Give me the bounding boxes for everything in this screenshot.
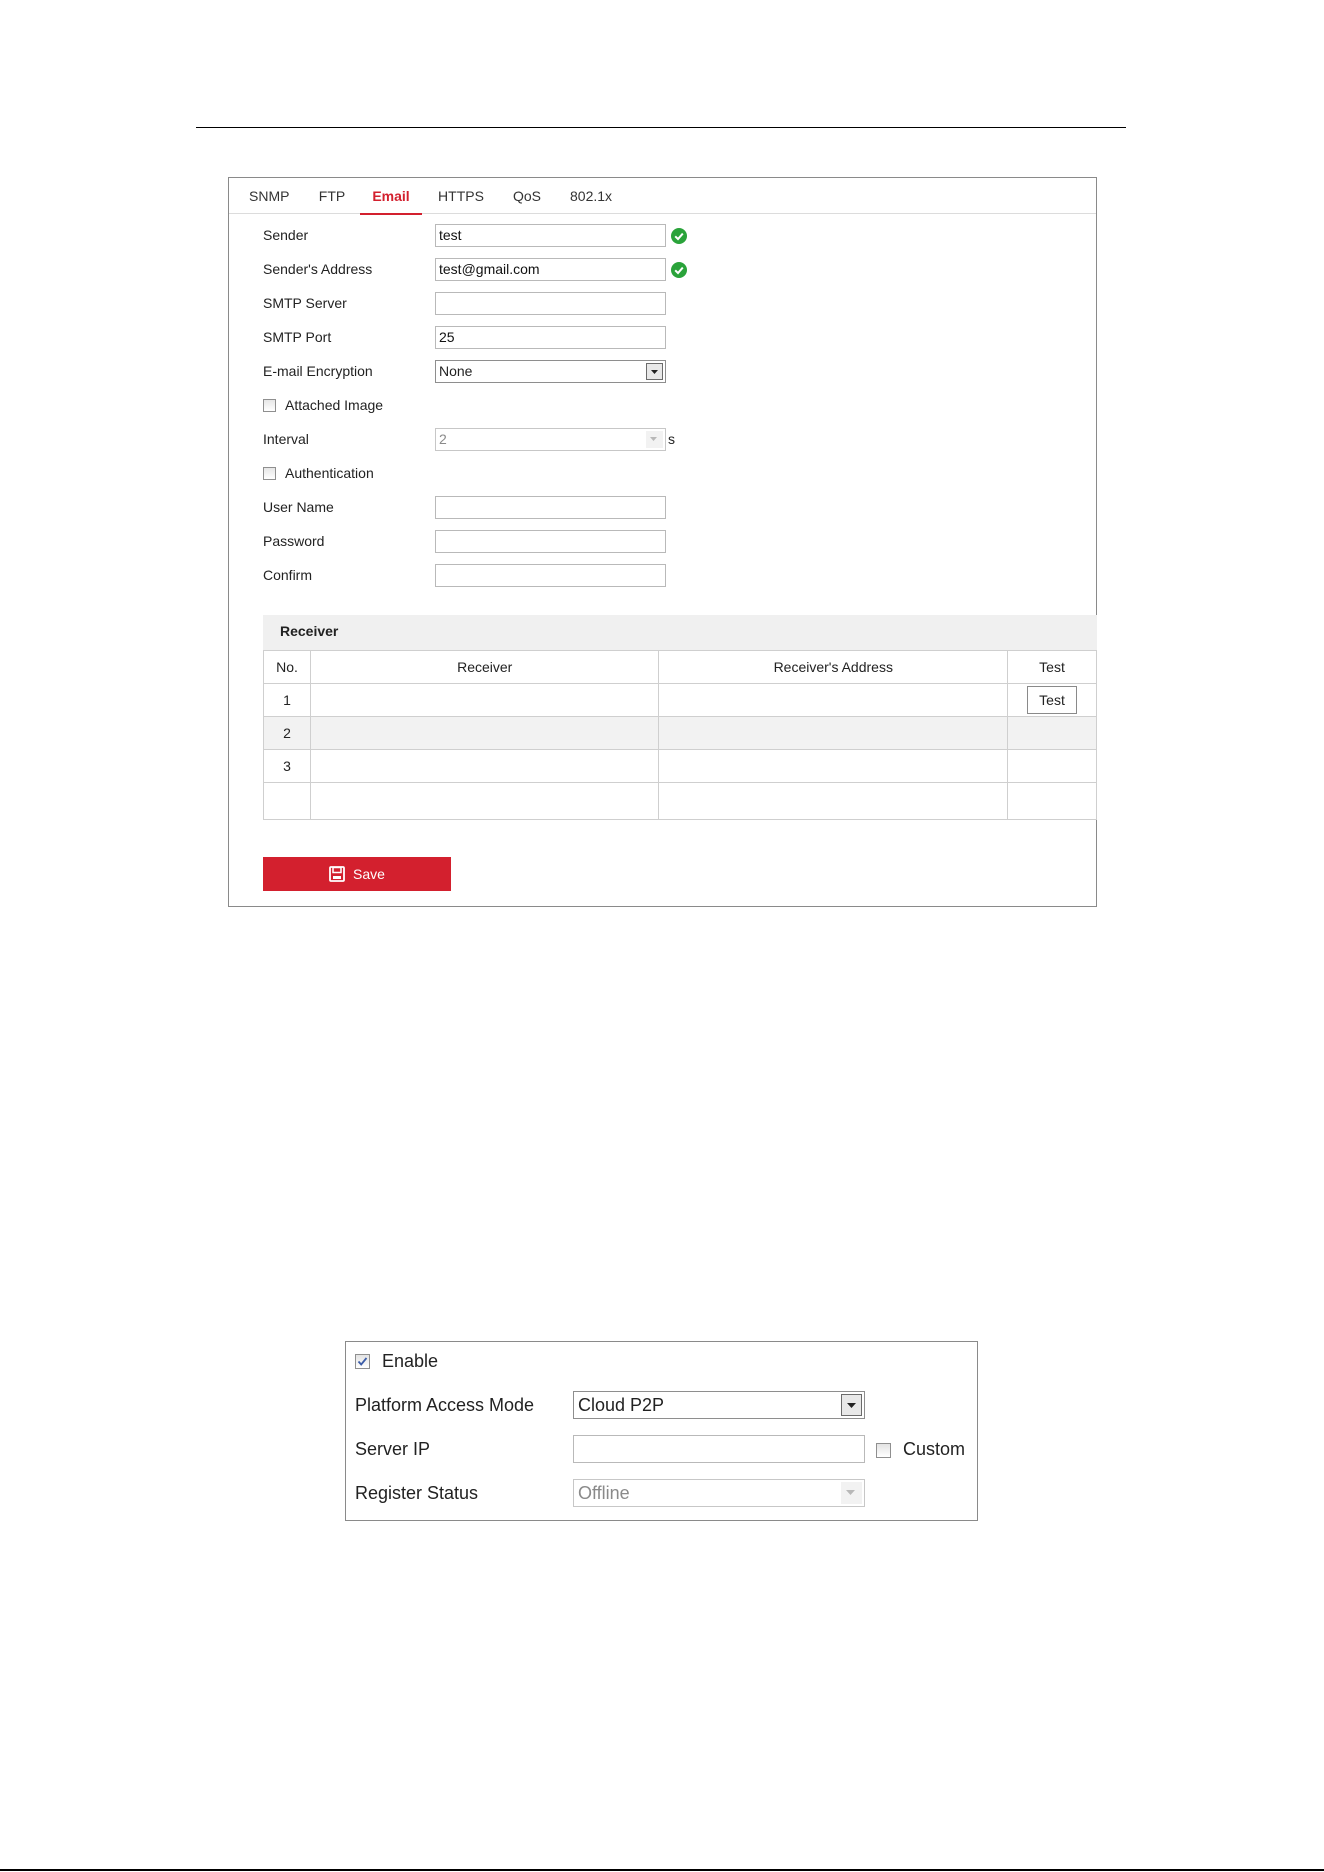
authentication-row: [263, 460, 1083, 486]
sender-row: [263, 222, 1083, 248]
authentication-checkbox[interactable]: [263, 467, 276, 480]
sender-address-label: Sender's Address: [263, 261, 373, 277]
row-number: 2: [264, 717, 311, 750]
email-encryption-value: None: [439, 363, 473, 379]
server-ip-row: [346, 1434, 977, 1464]
password-row: [263, 528, 1083, 554]
column-header-receiver: Receiver: [310, 651, 659, 684]
table-row: [264, 717, 1097, 750]
table-row: [264, 783, 1097, 820]
tab-8021x[interactable]: 802.1x: [570, 188, 613, 204]
address-cell[interactable]: [659, 717, 1008, 750]
row-number: 1: [264, 684, 311, 717]
receiver-cell[interactable]: [310, 717, 659, 750]
save-button-label: Save: [353, 866, 385, 882]
chevron-down-icon: [646, 363, 663, 380]
attached-image-checkbox[interactable]: [263, 399, 276, 412]
smtp-server-row: [263, 290, 1083, 316]
register-status-row: [346, 1478, 977, 1508]
smtp-port-row: [263, 324, 1083, 350]
test-cell: [1008, 684, 1097, 717]
row-number: [264, 783, 311, 820]
valid-check-icon: [671, 262, 687, 278]
table-header-row: [264, 651, 1097, 684]
save-icon: [329, 866, 345, 882]
sender-address-input[interactable]: test@gmail.com: [435, 258, 666, 281]
smtp-port-input[interactable]: 25: [435, 326, 666, 349]
email-encryption-row: [263, 358, 1083, 384]
enable-checkbox[interactable]: [355, 1354, 370, 1369]
password-label: Password: [263, 533, 325, 549]
column-header-test: Test: [1008, 651, 1097, 684]
register-status-label: Register Status: [355, 1483, 479, 1503]
interval-label: Interval: [263, 431, 309, 447]
chevron-down-icon: [646, 431, 663, 448]
test-cell: [1008, 750, 1097, 783]
row-number: 3: [264, 750, 311, 783]
server-ip-label: Server IP: [355, 1439, 431, 1459]
enable-label: Enable: [382, 1351, 439, 1371]
tab-ftp[interactable]: FTP: [318, 188, 346, 204]
page-footer-rule: [0, 1869, 1324, 1871]
attached-image-row: [263, 392, 1083, 418]
attached-image-label: Attached Image: [285, 397, 384, 413]
receiver-section: [263, 615, 1097, 820]
chevron-down-icon: [841, 1482, 862, 1504]
valid-check-icon: [671, 228, 687, 244]
receiver-cell[interactable]: [310, 684, 659, 717]
password-input[interactable]: [435, 530, 666, 553]
confirm-row: [263, 562, 1083, 588]
smtp-server-label: SMTP Server: [263, 295, 347, 311]
access-mode-value: Cloud P2P: [578, 1395, 665, 1415]
custom-label: Custom: [903, 1439, 966, 1459]
column-header-no: No.: [264, 651, 311, 684]
test-cell: [1008, 717, 1097, 750]
confirm-label: Confirm: [263, 567, 313, 583]
address-cell[interactable]: [659, 684, 1008, 717]
access-mode-row: [346, 1390, 977, 1420]
user-name-label: User Name: [263, 499, 334, 515]
tab-https[interactable]: HTTPS: [438, 188, 484, 204]
user-name-input[interactable]: [435, 496, 666, 519]
sender-input[interactable]: test: [435, 224, 666, 247]
page-header-rule: [196, 127, 1126, 128]
register-status-select[interactable]: [573, 1479, 865, 1507]
smtp-server-input[interactable]: [435, 292, 666, 315]
receiver-section-title: Receiver: [263, 615, 1097, 650]
address-cell[interactable]: [659, 783, 1008, 820]
email-encryption-select[interactable]: [435, 360, 666, 383]
column-header-address: Receiver's Address: [659, 651, 1008, 684]
email-encryption-label: E-mail Encryption: [263, 363, 373, 379]
table-row: [264, 750, 1097, 783]
enable-row: [346, 1346, 977, 1376]
receiver-table: [263, 650, 1097, 820]
tab-email[interactable]: Email: [360, 178, 422, 214]
interval-row: [263, 426, 1083, 452]
address-cell[interactable]: [659, 750, 1008, 783]
authentication-label: Authentication: [285, 465, 374, 481]
receiver-cell[interactable]: [310, 750, 659, 783]
save-button[interactable]: [263, 857, 451, 891]
tab-snmp[interactable]: SNMP: [249, 188, 290, 204]
table-row: [264, 684, 1097, 717]
email-settings-panel: [228, 177, 1097, 907]
test-cell: [1008, 783, 1097, 820]
interval-select[interactable]: [435, 428, 666, 451]
register-status-value: Offline: [578, 1483, 630, 1503]
server-ip-input[interactable]: [573, 1435, 865, 1463]
sender-label: Sender: [263, 227, 309, 243]
user-name-row: [263, 494, 1083, 520]
chevron-down-icon: [841, 1394, 862, 1416]
smtp-port-label: SMTP Port: [263, 329, 332, 345]
access-mode-select[interactable]: [573, 1391, 865, 1419]
access-mode-label: Platform Access Mode: [355, 1395, 535, 1415]
platform-access-panel: [345, 1341, 978, 1521]
receiver-cell[interactable]: [310, 783, 659, 820]
interval-value: 2: [439, 431, 447, 447]
confirm-input[interactable]: [435, 564, 666, 587]
checkmark-icon: [356, 1355, 369, 1368]
tab-bar: [229, 178, 1096, 214]
interval-unit: s: [668, 431, 675, 447]
custom-checkbox[interactable]: [876, 1443, 891, 1458]
test-button[interactable]: Test: [1027, 686, 1077, 714]
sender-address-row: [263, 256, 1083, 282]
tab-qos[interactable]: QoS: [512, 188, 541, 204]
